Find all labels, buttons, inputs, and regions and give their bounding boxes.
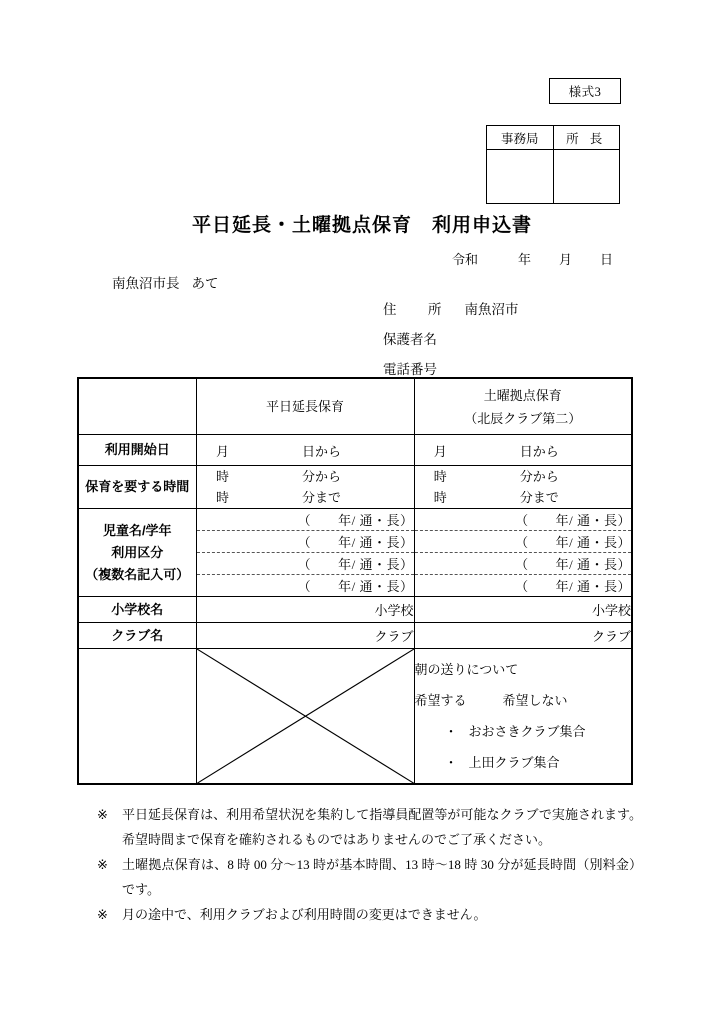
office-stamp-shocho[interactable] <box>553 150 620 204</box>
year-unit-label: 年 <box>518 252 532 267</box>
label-children-line1: 児童名/学年 <box>102 522 172 538</box>
child-saturday-entry-3[interactable]: （ 年/ 通・長） <box>414 553 632 575</box>
club-saturday[interactable]: クラブ <box>414 623 632 649</box>
day-unit-label: 日 <box>600 252 614 267</box>
header-weekday: 平日延長保育 <box>196 378 414 435</box>
footnote-2 <box>97 852 642 902</box>
application-table <box>77 377 633 785</box>
morning-option-yes[interactable]: 希望する <box>414 693 467 709</box>
label-start-date: 利用開始日 <box>78 435 196 466</box>
footnote-3 <box>97 902 642 927</box>
label-children-line2: 利用区分 <box>111 544 164 560</box>
morning-weekday-not-applicable <box>196 649 414 785</box>
form-number-label: 様式3 <box>568 85 602 99</box>
addressee-name: 南魚沼市長 <box>112 276 180 291</box>
applicant-guardian-row <box>383 325 519 355</box>
era-label: 令和 <box>452 252 479 267</box>
morning-option-no[interactable]: 希望しない <box>502 693 568 709</box>
guardian-label: 保護者名 <box>383 332 437 347</box>
label-children <box>78 509 196 597</box>
header-saturday <box>414 378 632 435</box>
addressee-suffix: あて <box>191 276 219 291</box>
table-row-school <box>78 597 632 623</box>
child-weekday-entry-1[interactable]: （ 年/ 通・長） <box>196 509 414 531</box>
table-header-row <box>78 378 632 435</box>
table-row-morning-dropoff <box>78 649 632 785</box>
header-blank-cell <box>78 378 196 435</box>
morning-bullet-1-label: おおさきクラブ集合 <box>468 724 586 740</box>
care-saturday-from-hour: 時 <box>433 469 447 484</box>
footnote-mark-icon: ※ <box>97 857 108 872</box>
start-date-weekday-month: 月 <box>216 443 230 459</box>
table-row-club <box>78 623 632 649</box>
morning-bullet-1[interactable] <box>415 716 632 747</box>
header-saturday-line2: （北辰クラブ第二） <box>464 410 582 426</box>
morning-options-row <box>415 685 632 716</box>
footnote-1-text: 平日延長保育は、利用希望状況を集約して指導員配置等が可能なクラブで実施されます。希望時間まで保育を確約されるものではありませんのでご了承ください。 <box>122 807 642 847</box>
club-weekday[interactable]: クラブ <box>196 623 414 649</box>
child-saturday-entry-2[interactable]: （ 年/ 通・長） <box>414 531 632 553</box>
footnote-1 <box>97 802 642 852</box>
form-number-box <box>549 78 621 104</box>
child-saturday-entry-1[interactable]: （ 年/ 通・長） <box>414 509 632 531</box>
label-morning-blank <box>78 649 196 785</box>
bullet-dot-icon: ・ <box>444 724 458 740</box>
school-saturday[interactable]: 小学校 <box>414 597 632 623</box>
month-unit-label: 月 <box>559 252 573 267</box>
office-header-shocho: 所 長 <box>553 126 620 150</box>
table-row <box>487 126 620 150</box>
address-value[interactable]: 南魚沼市 <box>464 302 519 317</box>
start-date-saturday[interactable] <box>414 435 632 466</box>
header-saturday-line1: 土曜拠点保育 <box>483 387 562 403</box>
school-weekday[interactable]: 小学校 <box>196 597 414 623</box>
start-date-saturday-day: 日から <box>519 443 559 459</box>
label-club: クラブ名 <box>78 623 196 649</box>
phone-label: 電話番号 <box>383 362 437 377</box>
start-date-weekday[interactable] <box>196 435 414 466</box>
cross-out-icon <box>197 649 414 783</box>
address-label: 住 所 <box>383 302 451 317</box>
start-date-saturday-month: 月 <box>433 443 447 459</box>
care-weekday-from-min: 分から <box>302 469 342 484</box>
bullet-dot-icon: ・ <box>444 755 458 771</box>
care-hours-weekday[interactable] <box>196 466 414 509</box>
footnote-3-text: 月の途中で、利用クラブおよび利用時間の変更はできません。 <box>122 907 487 922</box>
footnote-mark-icon: ※ <box>97 907 108 922</box>
label-care-hours: 保育を要する時間 <box>78 466 196 509</box>
office-stamp-jimukyoku[interactable] <box>487 150 554 204</box>
child-saturday-entry-4[interactable]: （ 年/ 通・長） <box>414 575 632 597</box>
child-weekday-entry-3[interactable]: （ 年/ 通・長） <box>196 553 414 575</box>
care-saturday-to-min: 分まで <box>519 490 559 505</box>
care-weekday-to-hour: 時 <box>216 490 230 505</box>
start-date-weekday-day: 日から <box>302 443 342 459</box>
footnote-2-text: 土曜拠点保育は、8 時 00 分〜13 時が基本時間、13 時〜18 時 30 分が延長時間（別料金）です。 <box>122 857 642 897</box>
care-saturday-to-hour: 時 <box>433 490 447 505</box>
page-title: 平日延長・土曜拠点保育 利用申込書 <box>191 215 532 236</box>
care-weekday-from-hour: 時 <box>216 469 230 484</box>
addressee-line <box>112 272 219 292</box>
care-weekday-to-min: 分まで <box>302 490 342 505</box>
date-line <box>452 249 613 268</box>
morning-heading: 朝の送りについて <box>414 662 519 678</box>
care-hours-saturday[interactable] <box>414 466 632 509</box>
table-row-care-hours <box>78 466 632 509</box>
morning-bullet-2[interactable] <box>415 747 632 778</box>
morning-bullet-2-label: 上田クラブ集合 <box>468 755 560 771</box>
label-school: 小学校名 <box>78 597 196 623</box>
child-weekday-entry-2[interactable]: （ 年/ 通・長） <box>196 531 414 553</box>
label-children-line3: （複数名記入可） <box>85 566 190 582</box>
footnote-mark-icon: ※ <box>97 807 108 822</box>
applicant-block <box>383 295 519 385</box>
morning-saturday-options <box>414 649 632 785</box>
office-header-jimukyoku: 事務局 <box>487 126 554 150</box>
table-row-start-date <box>78 435 632 466</box>
applicant-address-row <box>383 295 519 325</box>
child-weekday-entry-4[interactable]: （ 年/ 通・長） <box>196 575 414 597</box>
footnotes <box>97 802 642 927</box>
office-approval-table <box>486 125 620 204</box>
care-saturday-from-min: 分から <box>519 469 559 484</box>
table-row <box>487 150 620 204</box>
table-row-child-1 <box>78 509 632 531</box>
